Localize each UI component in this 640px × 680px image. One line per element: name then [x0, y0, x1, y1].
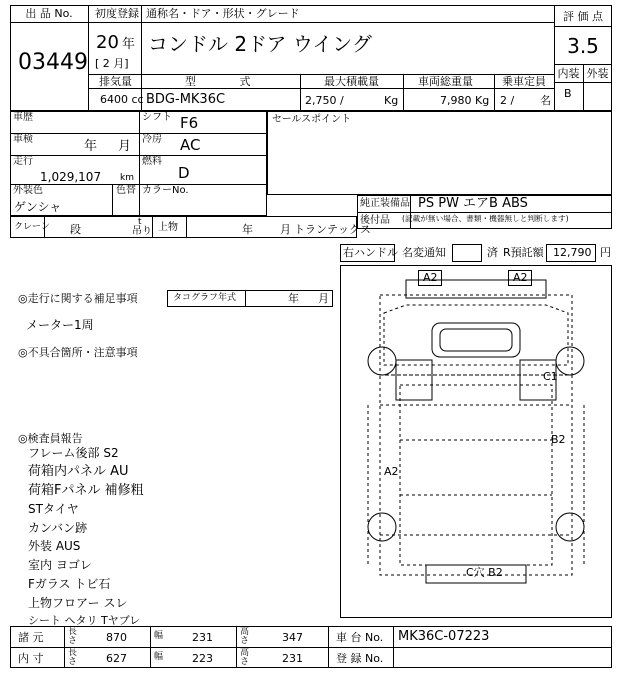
- chassis-label: 車 台 No.: [336, 631, 384, 644]
- report-line: 荷箱Fパネル 補修粗: [28, 483, 144, 498]
- name-label: 通称名・ドア・形状・グレード: [146, 7, 300, 20]
- name-change-box: [452, 244, 482, 262]
- max-load: 2,750 /: [305, 94, 344, 107]
- interior-length: 627: [106, 652, 127, 665]
- car-name: コンドル 2ドア ウイング: [148, 32, 372, 56]
- divider: [141, 5, 142, 74]
- inspection-year: 年: [84, 139, 98, 154]
- model: BDG-MK36C: [146, 92, 226, 107]
- divider: [10, 184, 267, 185]
- report-line: シート ヘタリ Tヤブレ: [28, 614, 141, 627]
- mark-c-bottom: C穴 B2: [466, 566, 503, 579]
- divider: [554, 26, 612, 27]
- reg-no-label: 登 録 No.: [336, 652, 384, 665]
- equipment-label: 純正装備品: [360, 198, 410, 209]
- mark-b2: B2: [551, 433, 566, 446]
- mark-c1: C1: [543, 370, 558, 383]
- capacity-unit: 名: [540, 94, 551, 107]
- capacity-label: 乗車定員: [502, 75, 546, 88]
- divider: [494, 74, 495, 111]
- tacho-year: 年: [288, 292, 299, 305]
- spec-width: 231: [192, 631, 213, 644]
- length-label: 長さ: [68, 648, 78, 667]
- color-no-label: カラーNo.: [142, 185, 189, 196]
- divider: [393, 626, 394, 668]
- divider: [10, 647, 612, 648]
- reg-year: 20: [96, 32, 119, 53]
- shift: F6: [180, 114, 199, 132]
- report-line: 外装 AUS: [28, 539, 81, 553]
- mileage-unit: km: [120, 173, 134, 183]
- width-label: 幅: [154, 631, 164, 641]
- chassis-no: MK36C-07223: [398, 629, 490, 644]
- report-line: STタイヤ: [28, 502, 79, 516]
- mark-a2-side: A2: [384, 465, 399, 478]
- crane-label: クレーン: [14, 222, 50, 232]
- score-label: 評 価 点: [563, 10, 603, 23]
- divider: [88, 88, 554, 89]
- tacho-month: 月: [318, 292, 329, 305]
- right-handle: 右ハンドル: [343, 246, 398, 259]
- inspection-label: 車検: [13, 134, 33, 145]
- divider: [150, 626, 151, 668]
- divider: [10, 133, 267, 134]
- interior-width: 223: [192, 652, 213, 665]
- divider: [10, 155, 267, 156]
- reg-year-unit: 年: [122, 37, 136, 52]
- divider: [328, 626, 329, 668]
- aftermarket-note: (記載が無い場合、書類・機器無しと判断します): [402, 215, 569, 224]
- tacho-label: タコグラフ年式: [173, 293, 237, 303]
- mileage-label: 走行: [13, 156, 33, 167]
- shift-label: シフト: [142, 112, 172, 123]
- report-line: 上物フロアー スレ: [28, 596, 128, 610]
- exterior-label: 外装: [586, 67, 609, 80]
- divider: [88, 74, 554, 75]
- interior-grade: B: [564, 87, 572, 100]
- score-value: 3.5: [567, 34, 599, 58]
- divider: [10, 22, 88, 23]
- divider: [236, 626, 237, 668]
- defects-label: ◎不具合箇所・注意事項: [18, 346, 138, 359]
- body-maker: トランテックス: [294, 223, 371, 236]
- color-change-label: 色替: [116, 185, 136, 196]
- reg-month: [ 2 月]: [95, 57, 129, 70]
- interior-label: 内装: [557, 67, 580, 80]
- history-label: 車歴: [13, 112, 33, 123]
- aircon: AC: [180, 136, 201, 154]
- mark-a2-right: A2: [513, 271, 528, 284]
- report-line: Fガラス トビ石: [28, 577, 111, 591]
- lot-no: 03449: [18, 50, 88, 75]
- divider: [357, 212, 612, 213]
- mark-a2-left: A2: [423, 271, 438, 284]
- fuel-label: 燃料: [142, 156, 162, 167]
- divider: [300, 74, 301, 111]
- report-line: 室内 ヨゴレ: [28, 558, 92, 572]
- inspection-month: 月: [118, 139, 132, 154]
- divider: [410, 195, 411, 229]
- mileage: 1,029,107: [40, 170, 102, 184]
- divider: [112, 184, 113, 216]
- gvw-label: 車両総重量: [418, 75, 473, 88]
- report-line: 荷箱内パネル AU: [28, 464, 129, 479]
- height-label: 高さ: [240, 627, 250, 646]
- capacity: 2 /: [500, 94, 515, 107]
- length-label: 長さ: [68, 627, 78, 646]
- running-notes-label: ◎走行に関する補足事項: [18, 292, 138, 305]
- divider: [152, 216, 153, 238]
- running-note: メーター1周: [26, 318, 94, 332]
- aftermarket-label: 後付品: [360, 215, 390, 226]
- height-label: 高さ: [240, 648, 250, 667]
- deposit-value: 12,790: [553, 246, 592, 259]
- divider: [88, 22, 554, 23]
- inspector-label: ◎検査員報告: [18, 432, 83, 445]
- crane-lift: 吊り: [132, 226, 152, 237]
- interior-dim-label: 内 寸: [18, 652, 44, 665]
- max-load-label: 最大積載量: [324, 75, 379, 88]
- interior-height: 231: [282, 652, 303, 665]
- displacement-label: 排気量: [99, 75, 132, 88]
- divider: [245, 290, 246, 307]
- crane-ton: t: [138, 217, 142, 227]
- width-label: 幅: [154, 652, 164, 662]
- divider: [139, 111, 140, 216]
- body-label: 上物: [158, 222, 178, 233]
- divider: [403, 74, 404, 111]
- body-month: 月: [280, 223, 291, 236]
- fuel: D: [178, 164, 190, 182]
- crane-stage: 段: [70, 223, 81, 236]
- displacement: 6400 cc: [100, 93, 144, 106]
- divider: [88, 5, 89, 111]
- recycle-prefix: 済: [487, 246, 498, 259]
- body-year: 年: [242, 223, 253, 236]
- spec-length: 870: [106, 631, 127, 644]
- report-line: フレーム後部 S2: [28, 446, 119, 460]
- spec-height: 347: [282, 631, 303, 644]
- deposit-unit: 円: [600, 246, 611, 259]
- ext-color-label: 外装色: [13, 185, 43, 196]
- equipment: PS PW エアB ABS: [418, 196, 528, 211]
- divider: [186, 216, 187, 238]
- aircon-label: 冷房: [142, 134, 162, 145]
- report-line: カンバン跡: [28, 521, 88, 535]
- name-change-label: 名変通知: [402, 246, 446, 259]
- model-label: 型 式: [185, 75, 251, 88]
- divider: [64, 626, 65, 668]
- ext-color: ゲンシャ: [14, 200, 62, 214]
- sales-point-label: セールスポイント: [272, 114, 352, 125]
- recycle-label: R預託額: [503, 246, 544, 259]
- max-load-unit: Kg: [384, 94, 399, 107]
- spec-label: 諸 元: [18, 631, 44, 644]
- lot-no-label: 出 品 No.: [25, 7, 73, 20]
- first-reg-label: 初度登録: [95, 7, 139, 20]
- gvw: 7,980 Kg: [440, 94, 490, 107]
